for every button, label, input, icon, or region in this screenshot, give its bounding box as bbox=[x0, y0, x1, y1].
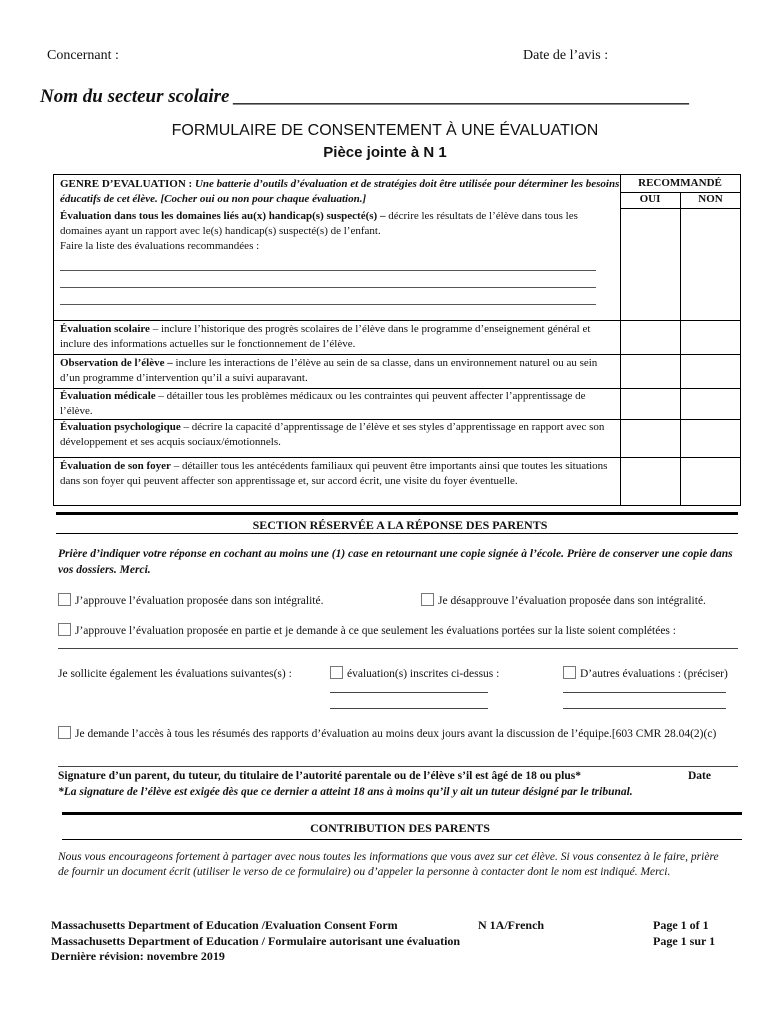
signature-note: *La signature de l’élève est exigée dès que ce dernier a atteint 18 ans à moins qu’il y ait un tuteur désigné par le tribunal. bbox=[58, 786, 633, 798]
row-text: – décrire la capacité d’apprentissage de l’élève et ses styles d’apprentissage en rapport avec son développement et ses acquis sociaux/émotionnels. bbox=[60, 421, 605, 448]
form-title: FORMULAIRE DE CONSENTEMENT À UNE ÉVALUATION bbox=[171, 122, 599, 139]
request-access-option[interactable] bbox=[58, 726, 738, 742]
blank-line-3[interactable] bbox=[60, 290, 596, 305]
footer-line-2: Massachusetts Department of Education / Formulaire autorisant une évaluation bbox=[51, 934, 461, 948]
listed-above-label: évaluation(s) inscrites ci-dessus : bbox=[347, 668, 500, 680]
approve-all-label: J’approuve l’évaluation proposée dans son intégralité. bbox=[75, 595, 324, 607]
listed-line-2[interactable] bbox=[330, 708, 488, 709]
approve-partial-label: J’approuve l’évaluation proposée en partie et je demande à ce que seulement les évaluations portées sur la liste soient complétées : bbox=[75, 625, 676, 637]
signature-label: Signature d’un parent, du tuteur, du titulaire de l’autorité parentale ou de l’élève s’il est âgé de 18 ou plus* bbox=[58, 770, 581, 782]
footer-page-fr: Page 1 sur 1 bbox=[653, 934, 716, 948]
footer-page-en: Page 1 of 1 bbox=[653, 918, 709, 932]
non-header: NON bbox=[698, 193, 723, 205]
blank-line-2[interactable] bbox=[60, 273, 596, 288]
row-extra: Faire la liste des évaluations recommandées : bbox=[60, 240, 260, 252]
date-avis-label: Date de l’avis : bbox=[523, 48, 609, 63]
signature-line[interactable] bbox=[58, 766, 738, 767]
row-title: Évaluation scolaire bbox=[60, 323, 150, 335]
partial-list-line[interactable] bbox=[58, 648, 738, 649]
request-access-label: Je demande l’accès à tous les résumés des rapports d’évaluation au moins deux jours avant la discussion de l’équipe.[603 CMR 28.04(2)(c) bbox=[75, 728, 717, 740]
checkbox[interactable] bbox=[330, 666, 343, 679]
row-text: – inclure l’historique des progrès scolaires de l’élève dans le programme d’enseignement général et inclure des informations actuelles sur le fonctionnement de l’élève. bbox=[60, 323, 591, 350]
other-evals-label: D’autres évaluations : (préciser) bbox=[580, 668, 728, 680]
recommande-header: RECOMMANDÉ bbox=[638, 177, 722, 189]
genre-desc: Une batterie d’outils d’évaluation et de stratégies doit être utilisée pour déterminer les besoins éducatifs de cet élève. [Cocher oui ou non pour chaque évaluation.] bbox=[60, 178, 620, 205]
parents-section-heading: SECTION RÉSERVÉE A LA RÉPONSE DES PARENTS bbox=[252, 518, 548, 532]
divider bbox=[56, 533, 738, 534]
contribution-heading: CONTRIBUTION DES PARENTS bbox=[310, 821, 490, 835]
row-psychologique bbox=[60, 420, 620, 450]
other-line-1[interactable] bbox=[563, 692, 726, 693]
other-line-2[interactable] bbox=[563, 708, 726, 709]
evaluation-table bbox=[53, 174, 741, 506]
contribution-text: Nous vous encourageons fortement à partager avec nous toutes les informations que vous avez sur cet élève. Si vous consentez à le faire, prière de fournir un document écrit (utiliser le verso de ce formulaire) ou d’appeler la personne à contacter dont le nom est indiqué. Merci. bbox=[58, 851, 719, 878]
instructions: Prière d’indiquer votre réponse en cochant au moins une (1) case en retournant une copie signée à l’école. Prière de conserver une copie dans vos dossiers. Merci. bbox=[58, 548, 733, 576]
approve-all-option[interactable] bbox=[58, 593, 323, 607]
checkbox[interactable] bbox=[563, 666, 576, 679]
oui-header: OUI bbox=[639, 193, 661, 205]
concernant-label: Concernant : bbox=[47, 48, 119, 63]
other-evals-option[interactable] bbox=[563, 666, 728, 680]
row-foyer bbox=[60, 459, 620, 489]
row-title: Observation de l’élève – bbox=[60, 357, 173, 369]
row-title: Évaluation psychologique bbox=[60, 421, 181, 433]
row-scolaire bbox=[60, 322, 620, 352]
checkbox[interactable] bbox=[58, 726, 71, 739]
row-title: Évaluation de son foyer bbox=[60, 460, 171, 472]
footer-line-1: Massachusetts Department of Education /Evaluation Consent Form bbox=[51, 918, 398, 932]
disapprove-all-option[interactable] bbox=[421, 593, 706, 607]
listed-line-1[interactable] bbox=[330, 692, 488, 693]
divider bbox=[62, 839, 742, 840]
footer-line-3: Dernière révision: novembre 2019 bbox=[51, 949, 225, 963]
divider bbox=[62, 812, 742, 815]
listed-above-option[interactable] bbox=[330, 666, 499, 680]
footer-code: N 1A/French bbox=[478, 918, 545, 932]
date-label: Date bbox=[688, 770, 711, 782]
divider bbox=[56, 512, 738, 515]
row-handicap bbox=[60, 209, 620, 305]
disapprove-all-label: Je désapprouve l’évaluation proposée dans son intégralité. bbox=[438, 595, 706, 607]
checkbox[interactable] bbox=[58, 623, 71, 636]
secteur-label: Nom du secteur scolaire ________________________________________________ bbox=[40, 86, 691, 107]
blank-line-1[interactable] bbox=[60, 256, 596, 271]
checkbox[interactable] bbox=[421, 593, 434, 606]
genre-evaluation-header bbox=[60, 177, 620, 207]
row-medicale bbox=[60, 389, 620, 419]
row-observation bbox=[60, 356, 620, 386]
form-subtitle: Pièce jointe à N 1 bbox=[323, 144, 447, 161]
row-text: décrire les résultats de l’élève dans tous les domaines ayant un rapport avec le(s) handicap(s) suspecté(s) de l’enfant. bbox=[60, 210, 578, 237]
row-title: Évaluation dans tous les domaines liés au(x) handicap(s) suspecté(s) – bbox=[60, 210, 386, 222]
row-text: – détailler tous les problèmes médicaux ou les contraintes qui peuvent affecter l’apprentissage de l’élève. bbox=[60, 390, 586, 417]
checkbox[interactable] bbox=[58, 593, 71, 606]
request-also-label: Je sollicite également les évaluations suivantes(s) : bbox=[58, 668, 292, 680]
genre-label: GENRE D’EVALUATION : bbox=[60, 178, 193, 190]
row-text: – détailler tous les antécédents familiaux qui peuvent être importants ainsi que toutes les situations dans son foyer qui peuvent affecter son apprentissage et, sur accord écrit, une visite du foyer éventuelle. bbox=[60, 460, 608, 487]
row-title: Évaluation médicale bbox=[60, 390, 156, 402]
approve-partial-option[interactable] bbox=[58, 623, 676, 637]
row-text: inclure les interactions de l’élève au sein de sa classe, dans un environnement naturel ou au sein d’un programme d’intervention qu’il a suivi auparavant. bbox=[60, 357, 598, 384]
